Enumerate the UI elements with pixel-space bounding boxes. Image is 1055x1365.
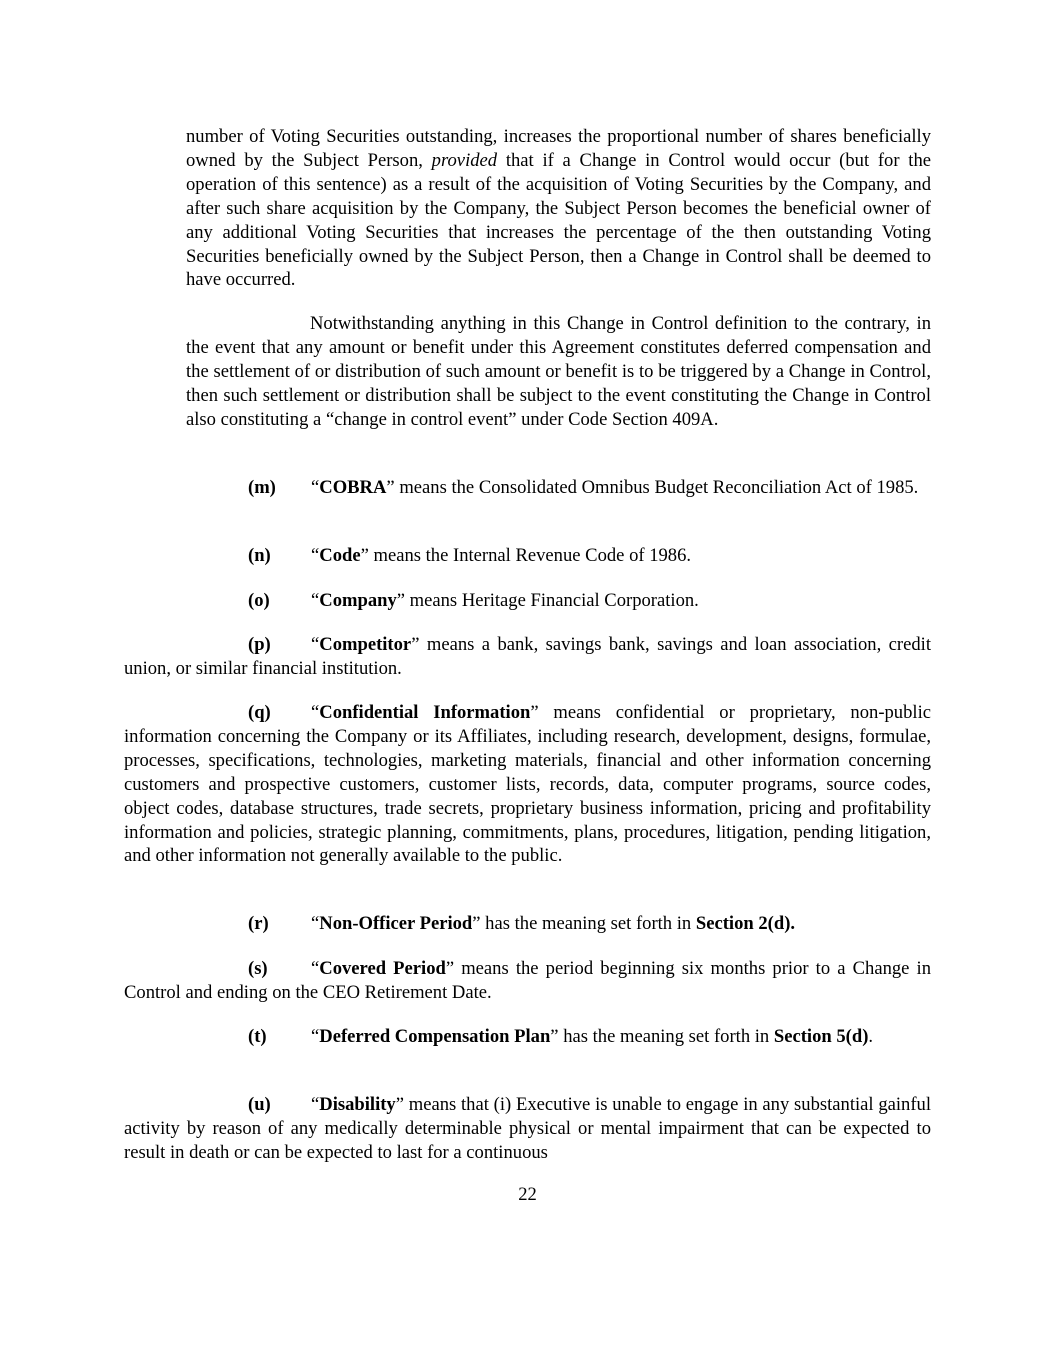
term-competitor: Competitor — [319, 634, 412, 655]
open-quote-n: “ — [311, 545, 320, 566]
definition-m — [124, 476, 931, 500]
continuation-paragraph — [186, 125, 931, 292]
open-quote-t: “ — [311, 1026, 320, 1047]
definition-text-p: ” means a bank, savings bank, savings and loan association, credit union, or similar financial institution. — [124, 634, 931, 679]
definition-text-n: ” means the Internal Revenue Code of 1986. — [360, 545, 692, 566]
section-reference-t: Section 5(d) — [773, 1026, 869, 1047]
definition-s — [124, 957, 931, 1005]
item-label-r: (r) — [248, 913, 269, 934]
page-number: 22 — [518, 1184, 537, 1205]
item-label-s: (s) — [248, 958, 268, 979]
open-quote-s: “ — [311, 958, 320, 979]
item-label-u: (u) — [248, 1094, 271, 1115]
open-quote-p: “ — [311, 634, 320, 655]
term-non-officer-period: Non-Officer Period — [319, 913, 473, 934]
open-quote-q: “ — [311, 702, 320, 723]
item-label-q: (q) — [248, 702, 271, 723]
term-cobra: COBRA — [319, 477, 387, 498]
term-covered-period: Covered Period — [319, 958, 446, 979]
open-quote-u: “ — [311, 1094, 320, 1115]
term-disability: Disability — [319, 1094, 396, 1115]
term-company: Company — [319, 590, 397, 611]
definition-text-q: ” means confidential or proprietary, non-public information concerning the Company or its Affiliates, including research, development, designs, formulae, processes, specifications, technologies, marketing materials, financial and other information concerning customers and prospective customers, customer lists, records, data, computer programs, source codes, object codes, database structures, trade secrets, proprietary business information, pricing and profitability information and policies, strategic planning, commitments, plans, procedures, litigation, pending litigation, and other information not generally available to the public. — [124, 702, 931, 867]
item-label-t: (t) — [248, 1026, 267, 1047]
definition-text-r: ” has the meaning set forth in — [472, 913, 696, 934]
definition-text-m: ” means the Consolidated Omnibus Budget Reconciliation Act of 1985. — [386, 477, 919, 498]
item-label-o: (o) — [248, 590, 270, 611]
definition-text-s: ” means the period beginning six months prior to a Change in Control and ending on the CEO Retirement Date. — [124, 958, 932, 1003]
definition-p — [124, 633, 931, 681]
definition-tail-t: . — [868, 1026, 874, 1047]
item-label-p: (p) — [248, 634, 271, 655]
term-deferred-compensation-plan: Deferred Compensation Plan — [319, 1026, 551, 1047]
term-confidential-information: Confidential Information — [319, 702, 531, 723]
definition-text-u: ” means that (i) Executive is unable to engage in any substantial gainful activity by reason of any medically determinable physical or mental impairment that can be expected to result in death or can be expected to last for a continuous — [124, 1094, 931, 1163]
section-reference-r: Section 2(d). — [695, 913, 796, 934]
open-quote-r: “ — [311, 913, 320, 934]
continuation-text-a: number of Voting Securities outstanding, increases the proportional number of shares beneficially owned by the Subject Person, — [186, 126, 931, 171]
item-label-m: (m) — [248, 477, 276, 498]
continuation-text-b: that if a Change in Control would occur (but for the operation of this sentence) as a result of the acquisition of Voting Securities by the Company, and after such share acquisition by the Company, the Subject Person becomes the beneficial owner of any additional Voting Securities that increases the percentage of the then outstanding Voting Securities beneficially owned by the Subject Person, then a Change in Control shall be deemed to have occurred. — [186, 149, 931, 291]
open-quote-o: “ — [311, 590, 320, 611]
definition-r — [124, 912, 931, 936]
notwithstanding-paragraph: Notwithstanding anything in this Change in Control definition to the contrary, in the event that any amount or benefit under this Agreement constitutes deferred compensation and the settlement of or distribution of such amount or benefit is to be triggered by a Change in Control, then such settlement or distribution shall be subject to the event constituting the Change in Control also constituting a “change in control event” under Code Section 409A. — [186, 313, 931, 430]
definition-n — [124, 544, 931, 568]
definition-u — [124, 1093, 931, 1165]
definition-text-o: ” means Heritage Financial Corporation. — [396, 590, 699, 611]
definition-text-t: ” has the meaning set forth in — [550, 1026, 774, 1047]
definition-t — [124, 1025, 931, 1049]
definition-o — [124, 589, 931, 613]
open-quote-m: “ — [311, 477, 320, 498]
item-label-n: (n) — [248, 545, 271, 566]
definition-q — [124, 701, 931, 868]
term-code: Code — [319, 545, 361, 566]
provided-italic: provided — [431, 149, 498, 171]
